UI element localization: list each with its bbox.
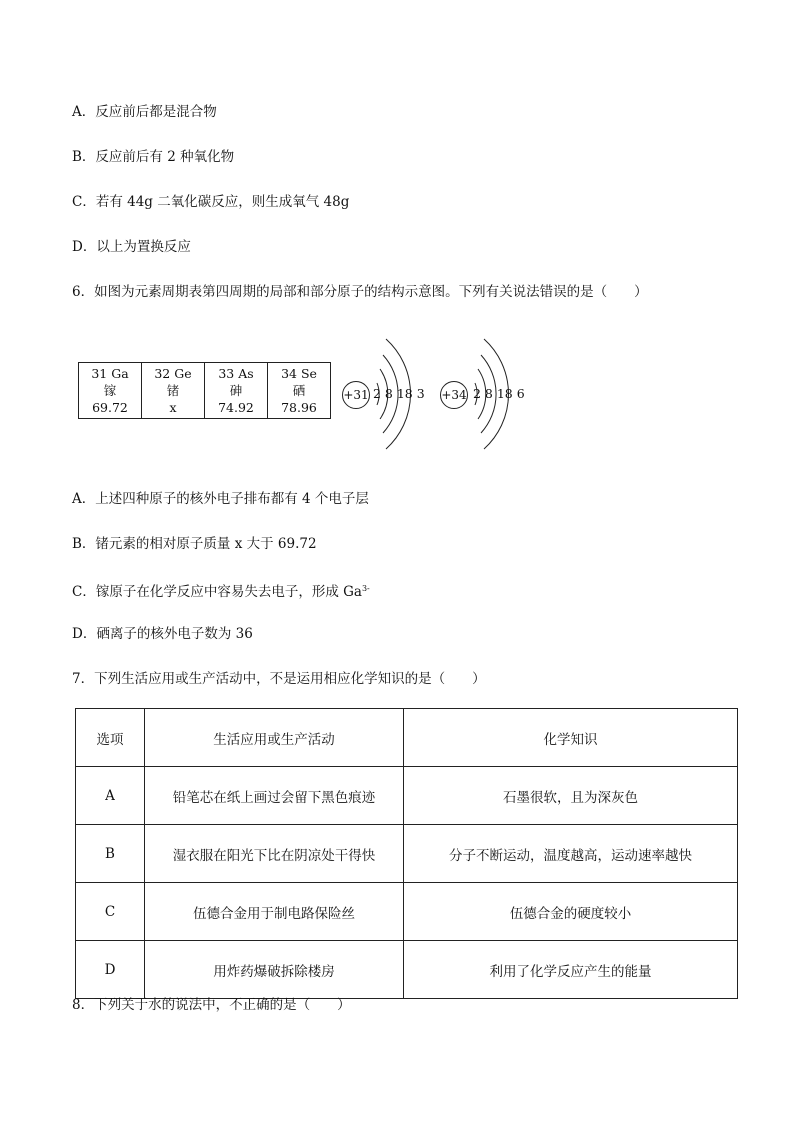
table-row — [76, 825, 738, 883]
table-cell: A — [76, 767, 145, 825]
element-name: 锗 — [166, 383, 180, 398]
element-number-symbol: 33 As — [218, 366, 254, 381]
nucleus-charge: +34 — [440, 381, 468, 409]
table-row — [76, 883, 738, 941]
element-mass: x — [169, 400, 177, 415]
q6-option-b: B．锗元素的相对原子质量 x 大于 69.72 — [72, 536, 317, 552]
q6-option-a: A．上述四种原子的核外电子排布都有 4 个电子层 — [72, 491, 369, 507]
shell-electrons: 2 8 18 3 — [373, 386, 425, 401]
table-cell: 用炸药爆破拆除楼房 — [145, 941, 404, 999]
q6-stem: 6．如图为元素周期表第四周期的局部和部分原子的结构示意图。下列有关说法错误的是（ ） — [72, 284, 648, 300]
table-cell: 利用了化学反应产生的能量 — [404, 941, 738, 999]
element-cell-se — [268, 363, 331, 419]
q6-option-d: D．硒离子的核外电子数为 36 — [72, 626, 253, 642]
periodic-table-fragment — [78, 362, 331, 419]
element-mass: 74.92 — [218, 400, 254, 415]
q5-option-a: A．反应前后都是混合物 — [72, 104, 217, 120]
table-cell: B — [76, 825, 145, 883]
table-cell: D — [76, 941, 145, 999]
table-cell: C — [76, 883, 145, 941]
element-name: 砷 — [229, 383, 243, 398]
q7-stem: 7．下列生活应用或生产活动中，不是运用相应化学知识的是（ ） — [72, 671, 486, 687]
header-cell: 选项 — [76, 709, 145, 767]
table-cell: 伍德合金用于制电路保险丝 — [145, 883, 404, 941]
table-cell: 伍德合金的硬度较小 — [404, 883, 738, 941]
header-cell: 化学知识 — [404, 709, 738, 767]
element-cell-ge — [142, 363, 205, 419]
element-number-symbol: 31 Ga — [91, 366, 129, 381]
ion-charge-superscript: 3- — [361, 584, 370, 593]
element-name: 硒 — [292, 383, 306, 398]
q7-options-table — [75, 708, 738, 999]
table-row — [76, 767, 738, 825]
q8-stem: 8．下列关于水的说法中，不正确的是（ ） — [72, 997, 351, 1013]
q6-option-c-text: C．镓原子在化学反应中容易失去电子，形成 Ga — [72, 584, 362, 600]
table-cell: 铅笔芯在纸上画过会留下黑色痕迹 — [145, 767, 404, 825]
element-cell-ga — [79, 363, 142, 419]
element-name: 镓 — [103, 383, 117, 398]
element-mass: 69.72 — [92, 400, 128, 415]
table-cell: 石墨很软，且为深灰色 — [404, 767, 738, 825]
q5-option-d: D．以上为置换反应 — [72, 239, 191, 255]
shell-electrons: 2 8 18 6 — [473, 386, 525, 401]
element-cell-as — [205, 363, 268, 419]
table-row — [76, 941, 738, 999]
element-mass: 78.96 — [281, 400, 317, 415]
q5-option-b: B．反应前后有 2 种氧化物 — [72, 149, 235, 165]
element-number-symbol: 34 Se — [281, 366, 317, 381]
element-number-symbol: 32 Ge — [154, 366, 192, 381]
q6-option-c — [72, 580, 370, 601]
table-cell: 分子不断运动，温度越高，运动速率越快 — [404, 825, 738, 883]
table-cell: 湿衣服在阳光下比在阴凉处干得快 — [145, 825, 404, 883]
table-header-row — [76, 709, 738, 767]
header-cell: 生活应用或生产活动 — [145, 709, 404, 767]
nucleus-charge: +31 — [342, 381, 370, 409]
q5-option-c: C．若有 44g 二氧化碳反应，则生成氧气 48g — [72, 194, 350, 210]
